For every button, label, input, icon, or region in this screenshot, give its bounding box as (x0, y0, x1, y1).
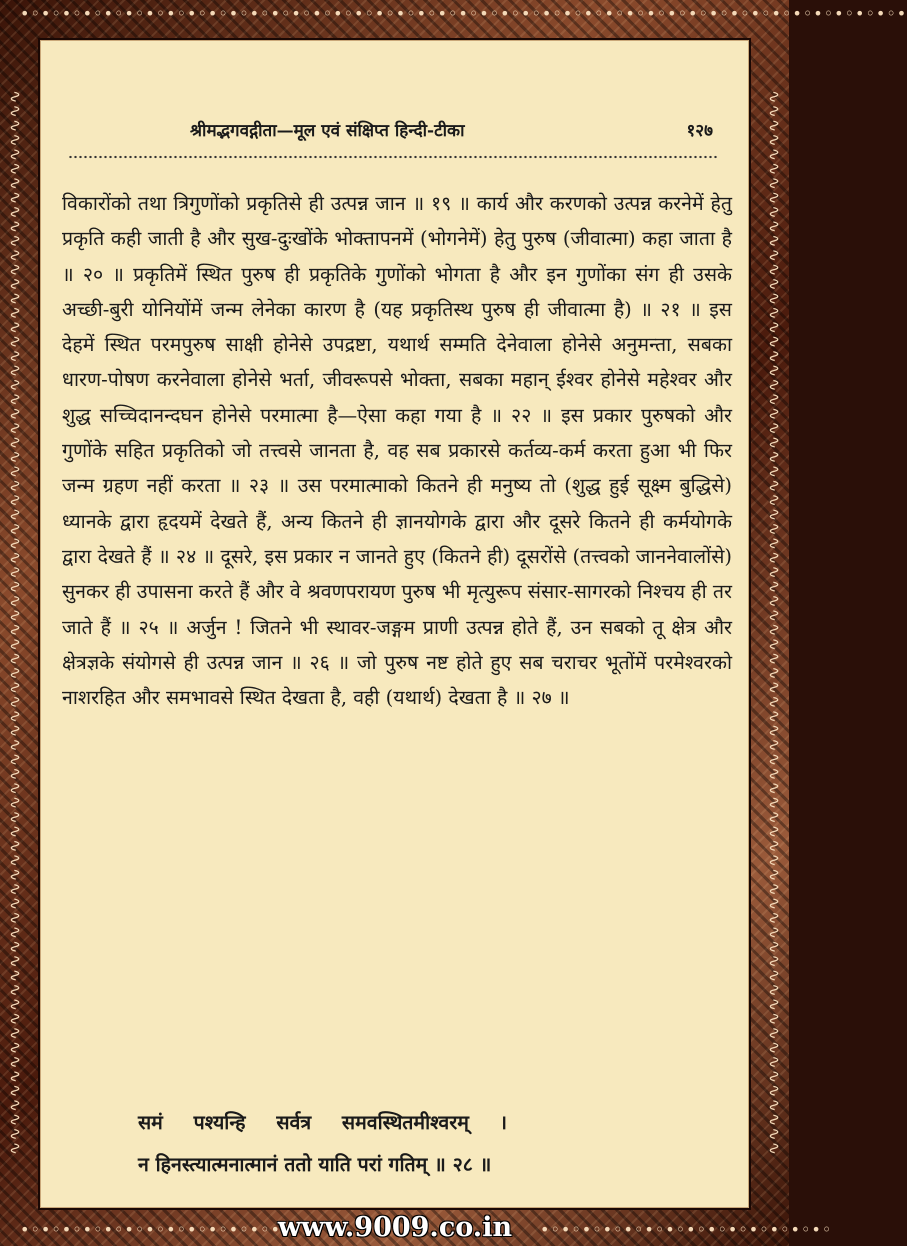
body-paragraph: विकारोंको तथा त्रिगुणोंको प्रकृतिसे ही उत्पन्न जान ॥ १९ ॥ कार्य और करणको उत्पन्न करनेमें हेतु प्रकृति कही जाती है और सुख-दुःखोंके भोक्तापनमें (भोगनेमें) हेतु पुरुष (जीवात्मा) कहा जाता है ॥ २० ॥ प्रकृतिमें स्थित पुरुष ही प्रकृतिके गुणोंको भोगता है और इन गुणोंका संग ही उसके अच्छी-बुरी योनियोंमें जन्म लेनेका कारण है (यह प्रकृतिस्थ पुरुष ही जीवात्मा है) ॥ २१ ॥ इस देहमें स्थित परमपुरुष साक्षी होनेसे उपद्रष्टा, यथार्थ सम्मति देनेवाला होनेसे अनुमन्ता, सबका धारण-पोषण करनेवाला होनेसे भर्ता, जीवरूपसे भोक्ता, सबका महान् ईश्वर होनेसे महेश्वर और शुद्ध सच्चिदानन्दघन होनेसे परमात्मा है—ऐसा कहा गया है ॥ २२ ॥ इस प्रकार पुरुषको और गुणोंके सहित प्रकृतिको जो तत्त्वसे जानता है, वह सब प्रकारसे कर्तव्य-कर्म करता हुआ भी फिर जन्म ग्रहण नहीं करता ॥ २३ ॥ उस परमात्माको कितने ही मनुष्य तो (शुद्ध हुई सूक्ष्म बुद्धिसे) ध्यानके द्वारा हृदयमें देखते हैं, अन्य कितने ही ज्ञानयोगके द्वारा और दूसरे कितने ही कर्मयोगके द्वारा देखते हैं ॥ २४ ॥ दूसरे, इस प्रकार न जानते हुए (कितने ही) दूसरोंसे (तत्त्वको जाननेवालोंसे) सुनकर ही उपासना करते हैं और वे श्रवणपरायण पुरुष भी मृत्युरूप संसार-सागरको निश्चय ही तर जाते हैं ॥ २५ ॥ अर्जुन ! जितने भी स्थावर-जङ्गम प्राणी उत्पन्न होते हैं, उन सबको तू क्षेत्र और क्षेत्रज्ञके संयोगसे ही उत्पन्न जान ॥ २६ ॥ जो पुरुष नष्ट होते हुए सब चराचर भूतोंमें परमेश्वरको नाशरहित और समभावसे स्थित देखता है, वही (यथार्थ) देखता है ॥ २७ ॥ (62, 192, 732, 710)
dotted-divider (68, 154, 718, 160)
ornamental-border-bottom-left: •◦•◦•◦•◦•◦•◦•◦•◦•◦•◦•◦•◦•◦•◦ (20, 1220, 313, 1239)
ornamental-border-right: ∿∿∿∿∿∿∿∿∿∿∿∿∿∿∿∿∿∿∿∿∿∿∿∿∿∿∿∿∿∿∿∿∿∿∿∿∿∿∿∿∿∿∿∿∿∿∿∿∿∿∿∿∿∿∿∿∿∿∿∿∿∿∿∿∿∿∿∿∿∿∿∿∿∿ (765, 89, 784, 1157)
page-number: १२७ (686, 121, 713, 141)
ornamental-border-bottom-right: •◦•◦•◦•◦•◦•◦•◦•◦•◦•◦•◦•◦•◦•◦ (540, 1220, 833, 1239)
running-header (40, 118, 753, 150)
ornamental-border-left: ∿∿∿∿∿∿∿∿∿∿∿∿∿∿∿∿∿∿∿∿∿∿∿∿∿∿∿∿∿∿∿∿∿∿∿∿∿∿∿∿∿∿∿∿∿∿∿∿∿∿∿∿∿∿∿∿∿∿∿∿∿∿∿∿∿∿∿∿∿∿∿∿∿∿ (6, 89, 25, 1157)
sanskrit-verse-line-1: समं पश्यन्हि सर्वत्र समवस्थितमीश्वरम् । (138, 1111, 508, 1134)
footer-url: www.9009.co.in (277, 1212, 513, 1243)
book-page (38, 38, 751, 1210)
ornamental-border-top: •◦•◦•◦•◦•◦•◦•◦•◦•◦•◦•◦•◦•◦•◦•◦•◦•◦•◦•◦•◦•◦•◦•◦•◦•◦•◦•◦•◦•◦•◦•◦•◦•◦•◦•◦•◦•◦•◦•◦•◦•◦•◦• (20, 4, 907, 23)
sanskrit-verse-line-2: न हिनस्त्यात्मनात्मानं ततो याति परां गतिम् ॥ २८ ॥ (138, 1153, 492, 1176)
header-title: श्रीमद्भगवद्गीता—मूल एवं संक्षिप्त हिन्दी-टीका (190, 121, 465, 141)
